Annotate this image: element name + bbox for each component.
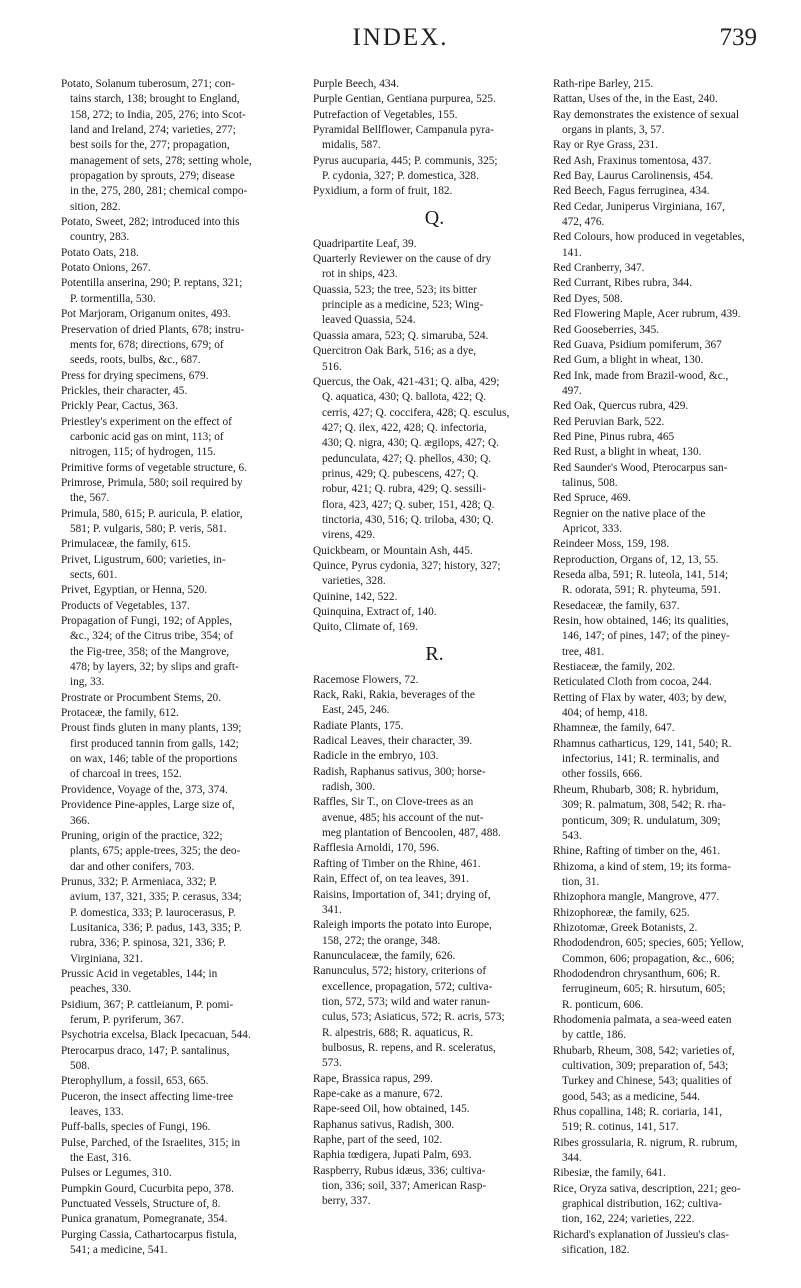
index-entry-continuation: avenue, 485; his account of the nut-	[322, 811, 484, 824]
index-entry-continuation: R. alpestris, 688; R. aquaticus, R.	[322, 1026, 474, 1039]
index-entry-continuation: ferum, P. pyriferum, 367.	[70, 1013, 184, 1026]
index-entry: Rafflesia Arnoldi, 170, 596.	[313, 842, 439, 855]
index-entry: Prussic Acid in vegetables, 144; in	[61, 967, 218, 980]
index-entry-continuation: avium, 137, 321, 335; P. cerasus, 334;	[70, 891, 242, 904]
index-entry-continuation: 141.	[562, 246, 582, 259]
index-entry: Ray demonstrates the existence of sexual	[553, 108, 740, 121]
index-entry: Psidium, 367; P. cattleianum, P. pomi-	[61, 998, 234, 1011]
index-entry: Rhus copallina, 148; R. coriaria, 141,	[553, 1106, 723, 1119]
index-entry: Quassia, 523; the tree, 523; its bitter	[313, 283, 477, 296]
index-entry-continuation: 404; of hemp, 418.	[562, 707, 648, 720]
index-entry: Pterocarpus draco, 147; P. santalinus,	[61, 1044, 230, 1057]
index-entry-continuation: best soils for the, 277; propagation,	[70, 139, 230, 152]
index-entry: Quito, Climate of, 169.	[313, 621, 418, 634]
index-entry-continuation: Apricot, 333.	[562, 522, 622, 535]
index-entry-continuation: sects, 601.	[70, 569, 118, 581]
index-entry: Red Ash, Fraxinus tomentosa, 437.	[553, 154, 712, 167]
index-entry: Preservation of dried Plants, 678; instru-	[61, 323, 245, 336]
index-entry: Red Currant, Ribes rubra, 344.	[553, 277, 692, 290]
index-entry-continuation: the, 567.	[70, 492, 110, 505]
index-entry: Quercitron Oak Bark, 516; as a dye,	[313, 345, 477, 358]
index-entry-continuation: leaved Quassia, 524.	[322, 314, 416, 327]
index-entry-continuation: cultivation, 309; preparation of, 543;	[562, 1060, 729, 1072]
index-entry-continuation: 341.	[322, 903, 342, 916]
index-entry-continuation: country, 283.	[70, 231, 130, 244]
index-entry: Richard's explanation of Jussieu's clas-	[553, 1228, 729, 1241]
index-entry: Raffles, Sir T., on Clove-trees as an	[313, 796, 474, 809]
index-entry: Rape, Brassica rapus, 299.	[313, 1072, 433, 1085]
index-entry-continuation: 516.	[322, 360, 342, 373]
index-entry: Potato Onions, 267.	[61, 262, 151, 275]
index-entry-continuation: 344.	[562, 1152, 582, 1165]
index-entry: Red Ink, made from Brazil-wood, &c.,	[553, 369, 729, 382]
index-entry-continuation: ferrugineum, 605; R. hirsutum, 605;	[562, 983, 726, 996]
index-entry-continuation: tion, 336; soil, 337; American Rasp-	[322, 1180, 487, 1193]
index-entry-continuation: 573.	[322, 1057, 342, 1070]
index-entry: Rape-seed Oil, how obtained, 145.	[313, 1103, 470, 1116]
index-entry-continuation: 146, 147; of pines, 147; of the piney-	[562, 630, 730, 643]
index-entry: Punica granatum, Pomegranate, 354.	[61, 1213, 228, 1226]
index-entry: Primitive forms of vegetable structure, 6.	[61, 461, 248, 474]
index-entry-continuation: tion, 572, 573; wild and water ranun-	[322, 995, 491, 1008]
index-entry-continuation: tinctoria, 430, 516; Q. triloba, 430; Q.	[322, 513, 494, 526]
index-entry: Protaceæ, the family, 612.	[61, 707, 179, 720]
index-entry-continuation: Q. aquatica, 430; Q. ballota, 422; Q.	[322, 391, 487, 404]
index-entry: Priestley's experiment on the effect of	[61, 415, 232, 428]
index-entry: Prostrate or Procumbent Stems, 20.	[61, 691, 222, 704]
index-entry: Putrefaction of Vegetables, 155.	[313, 108, 458, 121]
index-entry-continuation: Virginiana, 321.	[70, 952, 143, 965]
index-entry: Providence Pine-apples, Large size of,	[61, 799, 235, 812]
index-entry-continuation: 519; R. cotinus, 141, 517.	[562, 1121, 679, 1134]
index-entry: Quadripartite Leaf, 39.	[313, 237, 417, 250]
index-entry-continuation: pedunculata, 427; Q. phellos, 430; Q.	[322, 452, 492, 465]
index-entry: Restiaceæ, the family, 202.	[553, 661, 676, 674]
index-entry-continuation: 366.	[70, 814, 90, 827]
index-entry: Raphia tœdigera, Jupati Palm, 693.	[313, 1149, 472, 1162]
index-entry: Pot Marjoram, Origanum onites, 493.	[61, 308, 231, 321]
index-entry-continuation: meg plantation of Bencoolen, 487, 488.	[322, 827, 501, 840]
index-entry-continuation: land and Ireland, 274; varieties, 277;	[70, 124, 236, 137]
index-entry: Raisins, Importation of, 341; drying of,	[313, 888, 491, 901]
page-header	[0, 20, 801, 60]
index-entry-continuation: 497.	[562, 384, 582, 397]
index-entry: Rath-ripe Barley, 215.	[553, 78, 654, 90]
index-entry-continuation: rot in ships, 423.	[322, 268, 398, 281]
index-column-3	[553, 77, 796, 1258]
index-entry-continuation: management of sets, 278; setting whole,	[70, 154, 252, 167]
index-entry: Rhizophoreæ, the family, 625.	[553, 906, 690, 919]
index-entry-continuation: virens, 429.	[322, 529, 376, 542]
index-entry: Proust finds gluten in many plants, 139;	[61, 722, 242, 735]
index-column-1	[61, 77, 304, 1258]
index-entry: Propagation of Fungi, 192; of Apples,	[61, 615, 233, 628]
index-entry: Ray or Rye Grass, 231.	[553, 139, 658, 152]
index-entry: Providence, Voyage of the, 373, 374.	[61, 783, 228, 796]
index-entry: Rhododendron chrysanthum, 606; R.	[553, 967, 721, 980]
index-entry: Pumpkin Gourd, Cucurbita pepo, 378.	[61, 1182, 234, 1195]
index-entry: Ranunculus, 572; history, criterions of	[313, 965, 487, 978]
index-entry: Rhizophora mangle, Mangrove, 477.	[553, 891, 720, 904]
index-entry-continuation: ments for, 678; directions, 679; of	[70, 338, 224, 351]
index-entry-continuation: prinus, 429; Q. pubescens, 427; Q.	[322, 467, 479, 480]
index-entry: Quassia amara, 523; Q. simaruba, 524.	[313, 329, 489, 342]
index-entry: Reproduction, Organs of, 12, 13, 55.	[553, 553, 719, 566]
index-entry: Prickly Pear, Cactus, 363.	[61, 400, 178, 413]
index-entry-continuation: principle as a medicine, 523; Wing-	[322, 299, 484, 312]
index-entry-continuation: 541; a medicine, 541.	[70, 1244, 168, 1257]
index-entry: Quarterly Reviewer on the cause of dry	[313, 253, 492, 266]
index-entry-continuation: 158, 272; the orange, 348.	[322, 934, 441, 947]
index-entry-continuation: plants, 675; apple-trees, 325; the deo-	[70, 845, 241, 858]
index-entry: Radicle in the embryo, 103.	[313, 750, 439, 763]
index-entry-continuation: 543.	[562, 829, 582, 842]
index-entry-continuation: organs in plants, 3, 57.	[562, 124, 665, 137]
index-entry: Pulse, Parched, of the Israelites, 315; in	[61, 1136, 241, 1149]
index-entry: Ribes grossularia, R. nigrum, R. rubrum,	[553, 1136, 738, 1149]
index-entry: Rack, Raki, Rakia, beverages of the	[313, 689, 475, 702]
index-entry-continuation: in the, 275, 280, 281; chemical compo-	[70, 185, 248, 198]
section-letter: Q.	[424, 206, 445, 229]
index-entry: Quickbeam, or Mountain Ash, 445.	[313, 544, 473, 557]
index-entry: Quince, Pyrus cydonia, 327; history, 327;	[313, 559, 501, 572]
index-entry-continuation: Common, 606; propagation, &c., 606;	[562, 952, 735, 965]
index-entry: Potato Oats, 218.	[61, 246, 139, 259]
index-entry: Rhamneæ, the family, 647.	[553, 722, 675, 735]
index-entry: Red Saunder's Wood, Pterocarpus san-	[553, 461, 728, 474]
index-entry-continuation: P. domestica, 333; P. laurocerasus, P.	[70, 906, 236, 919]
index-entry: Products of Vegetables, 137.	[61, 599, 190, 612]
index-entry-continuation: R. ponticum, 606.	[562, 998, 644, 1011]
index-entry-continuation: the East, 316.	[70, 1152, 132, 1165]
index-entry: Ranunculaceæ, the family, 626.	[313, 949, 456, 962]
index-entry-continuation: R. odorata, 591; R. phyteuma, 591.	[562, 584, 721, 597]
index-entry: Privet, Egyptian, or Henna, 520.	[61, 584, 208, 597]
index-entry-continuation: good, 543; as a medicine, 544.	[562, 1090, 701, 1103]
index-entry: Red Pine, Pinus rubra, 465	[553, 430, 675, 443]
index-entry-continuation: tains starch, 138; brought to England,	[70, 93, 240, 106]
index-entry: Raleigh imports the potato into Europe,	[313, 919, 492, 932]
index-entry-continuation: ing, 33.	[70, 676, 105, 689]
index-entry: Rhododendron, 605; species, 605; Yellow,	[553, 937, 744, 950]
index-entry: Ribesiæ, the family, 641.	[553, 1167, 666, 1180]
index-entry: Quinine, 142, 522.	[313, 590, 398, 603]
index-entry: Purging Cassia, Cathartocarpus fistula,	[61, 1228, 237, 1241]
index-entry-continuation: cerris, 427; Q. coccifera, 428; Q. esculus,	[322, 406, 510, 419]
index-entry-continuation: propagation by sprouts, 279; disease	[70, 170, 235, 183]
index-entry: Primula, 580, 615; P. auricula, P. elatior,	[61, 507, 243, 520]
index-entry: Quercus, the Oak, 421-431; Q. alba, 429;	[313, 375, 500, 388]
index-entry: Rain, Effect of, on tea leaves, 391.	[313, 873, 470, 886]
index-entry: Pyrus aucuparia, 445; P. communis, 325;	[313, 154, 498, 167]
index-entry: Purple Gentian, Gentiana purpurea, 525.	[313, 93, 496, 106]
index-entry: Regnier on the native place of the	[553, 507, 706, 520]
index-entry: Privet, Ligustrum, 600; varieties, in-	[61, 553, 226, 566]
index-entry: Punctuated Vessels, Structure of, 8.	[61, 1198, 221, 1211]
index-entry: Purple Beech, 434.	[313, 78, 399, 90]
index-entry-continuation: 309; R. palmatum, 308, 542; R. rha-	[562, 799, 726, 812]
index-entry-continuation: 508.	[70, 1060, 90, 1072]
index-entry: Radish, Raphanus sativus, 300; horse-	[313, 765, 486, 778]
index-entry: Red Dyes, 508.	[553, 292, 623, 305]
index-entry: Red Oak, Quercus rubra, 429.	[553, 400, 689, 413]
index-entry: Psychotria excelsa, Black Ipecacuan, 544.	[61, 1029, 251, 1042]
index-entry-continuation: nitrogen, 115; of hydrogen, 115.	[70, 446, 216, 459]
index-entry-continuation: 427; Q. ilex, 422, 428; Q. infectoria,	[322, 421, 487, 434]
index-entry: Red Bay, Laurus Carolinensis, 454.	[553, 170, 714, 183]
index-entry: Pulses or Legumes, 310.	[61, 1167, 172, 1180]
index-entry: Pterophyllum, a fossil, 653, 665.	[61, 1075, 209, 1088]
index-column-2	[313, 77, 556, 1210]
index-entry-continuation: culus, 573; Asiaticus, 572; R. acris, 573;	[322, 1011, 505, 1024]
index-entry-continuation: carbonic acid gas on mint, 113; of	[70, 430, 224, 443]
index-entry: Radical Leaves, their character, 39.	[313, 735, 473, 748]
index-entry-continuation: the Fig-tree, 358; of the Mangrove,	[70, 645, 230, 658]
index-entry-continuation: of charcoal in trees, 152.	[70, 768, 182, 781]
index-entry: Puceron, the insect affecting lime-tree	[61, 1090, 233, 1103]
index-entry: Red Colours, how produced in vegetables,	[553, 231, 745, 244]
index-entry-continuation: bulbosus, R. repens, and R. sceleratus,	[322, 1041, 496, 1054]
index-entry: Resin, how obtained, 146; its qualities,	[553, 615, 729, 628]
index-entry-continuation: midalis, 587.	[322, 139, 381, 152]
index-entry: Rafting of Timber on the Rhine, 461.	[313, 857, 481, 870]
index-entry: Rheum, Rhubarb, 308; R. hybridum,	[553, 783, 719, 796]
index-entry-continuation: first produced tannin from galls, 142;	[70, 737, 239, 750]
index-entry-continuation: leaves, 133.	[70, 1106, 124, 1119]
index-entry: Reindeer Moss, 159, 198.	[553, 538, 670, 551]
index-entry-continuation: 430; Q. nigra, 430; Q. ægilops, 427; Q.	[322, 437, 499, 450]
index-entry-continuation: berry, 337.	[322, 1195, 371, 1208]
index-entry: Red Beech, Fagus ferruginea, 434.	[553, 185, 710, 198]
index-entry: Red Gum, a blight in wheat, 130.	[553, 354, 704, 367]
page-number: 739	[719, 24, 757, 51]
index-entry: Quinquina, Extract of, 140.	[313, 606, 437, 618]
index-entry: Prunus, 332; P. Armeniaca, 332; P.	[61, 875, 217, 888]
index-entry-continuation: infectorius, 141; R. terminalis, and	[562, 753, 720, 766]
index-entry: Red Cedar, Juniperus Virginiana, 167,	[553, 200, 725, 213]
index-entry-continuation: rubra, 336; P. spinosa, 321, 336; P.	[70, 937, 226, 950]
index-entry-continuation: by cattle, 186.	[562, 1029, 626, 1042]
index-entry: Rhodomenia palmata, a sea-weed eaten	[553, 1013, 732, 1026]
index-entry-continuation: flora, 423, 427; Q. suber, 151, 428; Q.	[322, 498, 495, 511]
index-entry: Red Guava, Psidium pomiferum, 367	[553, 338, 722, 351]
index-entry-continuation: varieties, 328.	[322, 575, 386, 588]
index-entry-continuation: tion, 162, 224; varieties, 222.	[562, 1213, 695, 1226]
section-letter: R.	[425, 642, 444, 665]
index-entry-continuation: &c., 324; of the Citrus tribe, 354; of	[70, 630, 234, 643]
index-entry-continuation: 478; by layers, 32; by slips and graft-	[70, 661, 239, 674]
index-entry: Reseda alba, 591; R. luteola, 141, 514;	[553, 569, 729, 581]
index-entry-continuation: tree, 481.	[562, 645, 605, 658]
index-entry: Radiate Plants, 175.	[313, 719, 404, 732]
index-entry: Primrose, Primula, 580; soil required by	[61, 476, 243, 489]
index-entry: Puff-balls, species of Fungi, 196.	[61, 1121, 211, 1134]
index-entry-continuation: Turkey and Chinese, 543; qualities of	[562, 1075, 732, 1088]
index-entry: Racemose Flowers, 72.	[313, 673, 419, 686]
index-entry: Red Cranberry, 347.	[553, 262, 645, 275]
index-entry: Rhine, Rafting of timber on the, 461.	[553, 845, 721, 858]
index-entry: Potato, Sweet, 282; introduced into this	[61, 216, 240, 229]
index-entry-continuation: graphical distribution, 162; cultiva-	[562, 1198, 723, 1211]
index-entry: Raphe, part of the seed, 102.	[313, 1134, 443, 1146]
index-entry: Potato, Solanum tuberosum, 271; con-	[61, 78, 235, 90]
index-entry: Rhizotomæ, Greek Botanists, 2.	[553, 921, 698, 934]
index-entry: Red Spruce, 469.	[553, 492, 631, 505]
index-entry: Press for drying specimens, 679.	[61, 369, 209, 382]
index-entry: Rhamnus catharticus, 129, 141, 540; R.	[553, 737, 732, 750]
index-entry: Resedaceæ, the family, 637.	[553, 599, 680, 612]
index-entry: Raspberry, Rubus idæus, 336; cultiva-	[313, 1164, 486, 1177]
index-entry-continuation: seeds, roots, bulbs, &c., 687.	[70, 354, 201, 367]
index-entry-continuation: Lusitanica, 336; P. padus, 143, 335; P.	[70, 921, 242, 934]
index-entry-continuation: excellence, propagation, 572; cultiva-	[322, 980, 493, 993]
index-entry: Prickles, their character, 45.	[61, 384, 188, 397]
index-entry: Pyramidal Bellflower, Campanula pyra-	[313, 124, 494, 137]
index-entry: Red Rust, a blight in wheat, 130.	[553, 446, 702, 459]
index-entry: Pruning, origin of the practice, 322;	[61, 829, 223, 842]
index-entry: Primulaceæ, the family, 615.	[61, 538, 191, 551]
index-entry: Potentilla anserina, 290; P. reptans, 321;	[61, 277, 243, 290]
index-entry-continuation: sition, 282.	[70, 200, 121, 213]
index-entry: Rattan, Uses of the, in the East, 240.	[553, 93, 718, 106]
index-entry-continuation: peaches, 330.	[70, 983, 132, 996]
index-entry-continuation: talinus, 508.	[562, 476, 618, 489]
index-entry: Red Gooseberries, 345.	[553, 323, 660, 336]
index-entry-continuation: dar and other conifers, 703.	[70, 860, 195, 873]
index-entry-continuation: radish, 300.	[322, 781, 376, 794]
index-entry: Raphanus sativus, Radish, 300.	[313, 1118, 455, 1131]
index-entry-continuation: P. cydonia, 327; P. domestica, 328.	[322, 170, 479, 183]
index-entry: Rhizoma, a kind of stem, 19; its forma-	[553, 860, 731, 873]
index-entry-continuation: tion, 31.	[562, 875, 600, 888]
index-entry-continuation: robur, 421; Q. rubra, 429; Q. sessili-	[322, 483, 486, 496]
index-entry-continuation: 158, 272; to India, 205, 276; into Scot-	[70, 108, 246, 121]
index-entry-continuation: ponticum, 309; R. undulatum, 309;	[562, 814, 721, 827]
index-entry-continuation: 581; P. vulgaris, 580; P. veris, 581.	[70, 522, 227, 535]
index-entry: Rape-cake as a manure, 672.	[313, 1087, 443, 1100]
index-entry: Red Peruvian Bark, 522.	[553, 415, 665, 428]
index-entry: Rhubarb, Rheum, 308, 542; varieties of,	[553, 1044, 735, 1057]
index-entry: Red Flowering Maple, Acer rubrum, 439.	[553, 308, 741, 321]
index-entry-continuation: East, 245, 246.	[322, 704, 390, 717]
index-entry-continuation: P. tormentilla, 530.	[70, 292, 156, 305]
index-entry-continuation: 472, 476.	[562, 216, 605, 229]
running-title: INDEX.	[352, 24, 449, 51]
index-entry-continuation: on wax, 146; table of the proportions	[70, 753, 238, 766]
index-entry: Reticulated Cloth from cocoa, 244.	[553, 676, 712, 689]
index-entry-continuation: sification, 182.	[562, 1244, 630, 1257]
index-entry: Pyxidium, a form of fruit, 182.	[313, 185, 453, 198]
index-entry: Rice, Oryza sativa, description, 221; geo-	[553, 1182, 741, 1195]
index-entry: Retting of Flax by water, 403; by dew,	[553, 691, 727, 704]
index-entry-continuation: other fossils, 666.	[562, 768, 643, 781]
